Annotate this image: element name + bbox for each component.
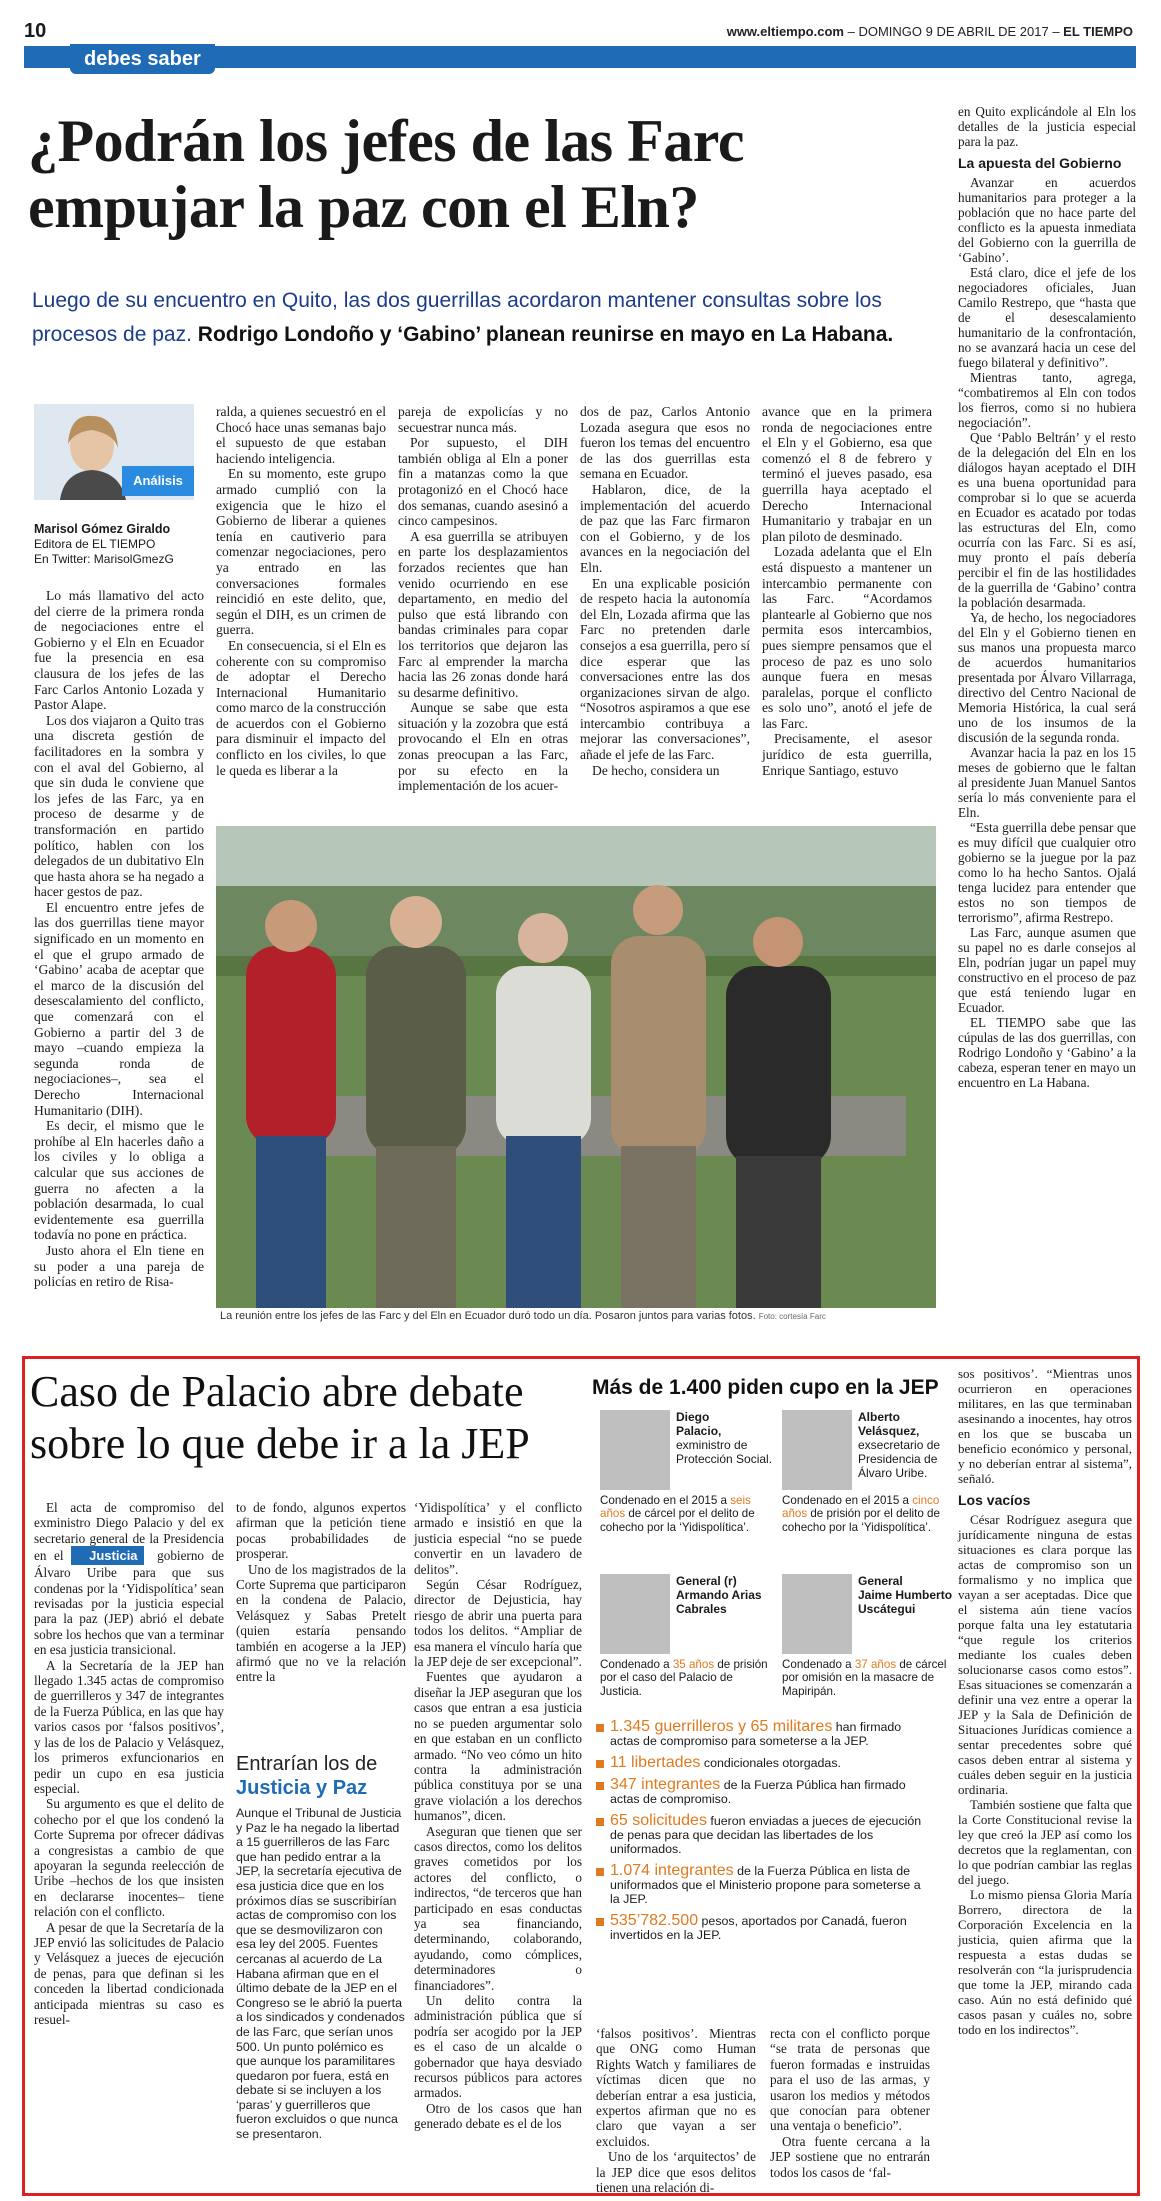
sidebox-title-bold: Justicia y Paz xyxy=(236,1777,368,1799)
person-role: exministro de Protección Social. xyxy=(676,1438,773,1466)
article2-column-5 xyxy=(770,2026,930,2180)
person-sentence xyxy=(600,1654,775,1698)
sentence-highlight: 35 años xyxy=(672,1658,715,1671)
paragraph: Hablaron, dice, de la implementación del acuerdo de paz que las Farc firmaron con el Gobierno, y de los avances en la negociación del Eln. xyxy=(580,481,750,575)
portrait-icon xyxy=(782,1574,852,1654)
paragraph: “Esta guerrilla debe pensar que es muy difícil que cualquier otro gobierno se la juegue por la paz como lo ha hecho Santos. Ojalá tenga lucidez para entender que estos no son tiempos de terrorismo”, afirma Restrepo. xyxy=(958,820,1136,925)
author-role: Editora de EL TIEMPO xyxy=(34,537,156,551)
photo-credit: Foto: cortesía Farc xyxy=(758,1312,826,1321)
bullet-square-icon xyxy=(596,1818,604,1826)
stat-text: fueron enviadas a jueces de ejecución de penas para que decidan las libertades de los uniformados. xyxy=(610,1814,922,1856)
jep-stats xyxy=(596,1720,926,1950)
headline: ¿Podrán los jefes de las Farc empujar la paz con el Eln? xyxy=(28,108,744,240)
paragraph: Lo mismo piensa Gloria María Borrero, directora de la Corporación Excelencia en la justicia, quien afirma que la respuesta a estas dudas se resolverán con “la jurisprudencia que tome la JEP, mirando cada caso. Aún no está definido qué casos pasan y cuáles no, sobre todo en los indirectos”. xyxy=(958,1887,1132,2037)
sentence-text: de cárcel por el delito de cohecho por la ‘Yidispolítica’. xyxy=(600,1507,755,1534)
article1-column-6 xyxy=(958,104,1136,1090)
stat-row xyxy=(596,1914,926,1942)
paragraph: Justo ahora el Eln tiene en su poder a una pareja de policías en retiro de Risa- xyxy=(34,1242,204,1290)
stat-text: de la Fuerza Pública en lista de uniformados que el Ministerio propone para someterse a la JEP. xyxy=(610,1864,921,1906)
paragraph: César Rodríguez asegura que jurídicamente ninguna de estas situaciones es clara porque las actas de compromiso son un formalismo y no implica que vayan a ser aceptadas. Dice que el sistema aún tiene vacíos porque falta una ley estatutaria “que regule los criterios mediante los cuales deben solucionarse casos como estos”. Esas situaciones se comenzarán a definir una vez entre a operar la JEP y la Sala de Definición de Situaciones Jurídicas comience a sentar precedentes sobre qué casos deben entrar al sistema y cuáles deben seguir en la justicia ordinaria. xyxy=(958,1512,1132,1797)
person-sentence xyxy=(782,1490,957,1534)
paragraph: Un delito contra la administración pública que sí podría ser acogido por la JEP es el caso de un alcalde o gobernador que haya desviado recursos públicos para actores armados. xyxy=(414,1993,582,2101)
stat-text: condicionales otorgadas. xyxy=(700,1756,841,1770)
paragraph: A pesar de que la Secretaría de la JEP envió las solicitudes de Palacio y Velásquez a jueces de ejecución de penas, para que definan si les conceden la libertad condicionada anticipada mientras su caso es resuel- xyxy=(34,1919,224,2027)
paragraph: ralda, a quienes secuestró en el Chocó hace unas semanas bajo el supuesto de que estaban haciendo inteligencia. xyxy=(216,404,386,466)
paragraph: to de fondo, algunos expertos afirman que la petición tiene pocas probabilidades de prosperar. xyxy=(236,1500,406,1562)
paragraph: en Quito explicándole al Eln los detalles de la justicia especial para la paz. xyxy=(958,104,1136,149)
issue-date: DOMINGO 9 DE ABRIL DE 2017 xyxy=(858,24,1049,39)
bullet-square-icon xyxy=(596,1782,604,1790)
paragraph: Precisamente, el asesor jurídico de esta guerrilla, Enrique Santiago, estuvo xyxy=(762,731,932,778)
author-block xyxy=(34,522,204,567)
article2-column-2 xyxy=(236,1500,406,1685)
paragraph: A esa guerrilla se atribuyen en parte los desplazamientos forzados recientes que han venido ocurriendo en ese departamento, en medio del pulso que está librando con bandas criminales para copar los territorios que dejaron las Farc al emprender la marcha hacia las 26 zonas donde hará su desarme definitivo. xyxy=(398,528,568,700)
paragraph: Aseguran que tienen que ser casos directos, como los delitos graves cometidos por los actores del conflicto, o indirectos, “de terceros que han participado en esas conductas ya sea financiando, determinando, colaborando, ayudando, como cómplices, determinadores o financiadores”. xyxy=(414,1823,582,1993)
headline-2: Caso de Palacio abre debate sobre lo que debe ir a la JEP xyxy=(30,1367,530,1468)
person-surname: Armando Arias Cabrales xyxy=(676,1588,762,1616)
sentence-text: de cárcel por omisión en la masacre de Mapiripán. xyxy=(782,1658,947,1698)
person-role: exsecretario de Presidencia de Álvaro Uribe. xyxy=(858,1438,941,1480)
article2-column-1 xyxy=(34,1500,224,2027)
paragraph: También sostiene que falta que la Corte Constitucional revise la ley que creó la JEP así como los decretos que la reglamentan, con lo que podrían cambiar las reglas del juego. xyxy=(958,1797,1132,1887)
article1-column-2 xyxy=(216,404,386,778)
paragraph: dos de paz, Carlos Antonio Lozada asegura que esos no fueron los temas del encuentro de las dos guerrillas esta semana en Ecuador. xyxy=(580,404,750,482)
sentence-text: de prisión por el caso del Palacio de Justicia. xyxy=(600,1658,768,1698)
paragraph: Lo más llamativo del acto del cierre de la primera ronda de negociaciones entre el Gobierno y el Eln en Ecuador fue la presencia en esa clausura de los jefes de las Farc Carlos Antonio Lozada y Pastor Alape. xyxy=(34,588,204,713)
person-surname: Velásquez, xyxy=(858,1424,920,1438)
paragraph: Fuentes que ayudaron a diseñar la JEP aseguran que los casos que entran a esa justicia no se pueden argumentar solo en que estaban en un conflicto armado. “No veo cómo un hito contra la administración pública constituya por se una grave violación a los derechos humanos”, dicen. xyxy=(414,1669,582,1824)
paragraph: Ya, de hecho, los negociadores del Eln y el Gobierno tienen en sus manos una propuesta marco de acuerdos humanitarios presentada por Álvaro Villarraga, directivo del Centro Nacional de Memoria Histórica, la cual será uno de los insumos de la discusión de la segunda ronda. xyxy=(958,610,1136,745)
paragraph: Por supuesto, el DIH también obliga al Eln a poner fin a matanzas como la que protagonizó en el Chocó hace dos semanas, cuando asesinó a cinco campesinos. xyxy=(398,435,568,529)
paragraph xyxy=(34,1500,224,1658)
paragraph: A la Secretaría de la JEP han llegado 1.345 actas de compromiso de guerrilleros y 347 de integrantes de la Fuerza Pública, en las que hay varios casos por ‘falsos positivos’, y las de los de Palacio y Velásquez, los primeros exfuncionarios en pedir un cupo en esa justicia especial. xyxy=(34,1657,224,1796)
sentence-text: Condenado en el 2015 a xyxy=(600,1494,731,1507)
paragraph: Uno de los magistrados de la Corte Suprema que participaron en la condena de Palacio, Velásquez y Sabas Pretelt (quien estaría pensando también en acogerse a la JEP) afirmó que no ve la relación entre la xyxy=(236,1561,406,1685)
paper-name: EL TIEMPO xyxy=(1063,24,1133,39)
person-surname: Jaime Humberto Uscátegui xyxy=(858,1588,953,1616)
paragraph: De hecho, considera un xyxy=(592,762,720,778)
article1-column-4 xyxy=(580,404,750,778)
paragraph: sos positivos’. “Mientras unos ocurrieron en operaciones militares, en las que terminaban asesinando a inocentes, hay otros en los que se buscaba un beneficio económico y personal, y no deberían entrar al sistema”, señaló. xyxy=(958,1366,1132,1486)
paragraph: Uno de los ‘arquitectos’ de la JEP dice que esos delitos tienen una relación di- xyxy=(596,2149,756,2196)
bullet-square-icon xyxy=(596,1760,604,1768)
person-card xyxy=(782,1574,957,1698)
subheading: Los vacíos xyxy=(958,1492,1031,1508)
article2-column-6 xyxy=(958,1366,1132,2037)
stat-row xyxy=(596,1864,926,1906)
stat-text: pesos, aportados por Canadá, fueron invertidos en la JEP. xyxy=(610,1914,907,1942)
article1-column-5 xyxy=(762,404,932,778)
sentence-text: Condenado a xyxy=(782,1658,855,1671)
article2-column-3 xyxy=(414,1500,582,2132)
paragraph: Según César Rodríguez, director de Dejusticia, hay riesgo de abrir una puerta para todos los delitos. “Ampliar de esa manera el vínculo haría que la JEP deje de ser excepcional”. xyxy=(414,1577,582,1670)
paragraph: En consecuencia, si el Eln es coherente con su compromiso de adoptar el Derecho Internacional Humanitario como marco de la construcción de acuerdos con el Gobierno para disminuir el impacto del conflicto en los civiles, lo que le queda es liberar a la xyxy=(216,637,386,778)
paragraph: ‘Yidispolítica’ y el conflicto armado e insistió en que la justicia especial “no se puede convertir en un lavadero de delitos”. xyxy=(414,1500,582,1577)
stat-row xyxy=(596,1720,926,1748)
photo-caption xyxy=(216,1308,936,1324)
paragraph: avance que en la primera ronda de negociaciones entre el Eln y el Gobierno, esa que comenzó el 8 de febrero y terminó el jueves pasado, esa guerrilla haya aceptado el Derecho Internacional Humanitario y trabajar en un plan piloto de desminado. xyxy=(762,404,932,544)
person-card xyxy=(600,1410,775,1534)
group-photo-illustration xyxy=(216,826,936,1324)
stat-row xyxy=(596,1814,926,1856)
page-number: 10 xyxy=(24,20,47,42)
justicia-paz-sidebox xyxy=(236,1752,406,2142)
person-card xyxy=(782,1410,957,1534)
dek-bold: Rodrigo Londoño y ‘Gabino’ planean reunirse en mayo en La Habana. xyxy=(197,323,894,346)
paragraph: Las Farc, aunque asumen que su papel no es darle consejos al Eln, podrían jugar un papel muy constructivo en el proceso de paz que está teniendo lugar en Ecuador. xyxy=(958,925,1136,1015)
stat-row xyxy=(596,1778,926,1806)
stat-text: han firmado actas de compromiso para someterse a la JEP. xyxy=(610,1720,902,1748)
paragraph: Está claro, dice el jefe de los negociadores oficiales, Juan Camilo Restrepo, que “hasta que de el desescalamiento humanitario de la confrontación, no se avanzará hacia un cese del fuego bilateral y definitivo”. xyxy=(958,265,1136,370)
paragraph-continuation: gobierno de Álvaro Uribe para que sus condenas por la ‘Yidispolítica’ sean revisadas por la justicia especial para la paz (JEP) abrió el debate sobre los hechos que van a terminar en esa justicia transicional. xyxy=(34,1548,225,1658)
paragraph: Es decir, el mismo que le prohíbe al Eln hacerles daño a los civiles y lo obliga a calcular que sus acciones de guerra no afecten a la población desarmada, lo cual evidentemente esa guerrilla todavía no pone en práctica. xyxy=(34,1118,204,1243)
bullet-square-icon xyxy=(596,1918,604,1926)
person-name: Alberto xyxy=(858,1410,900,1424)
analysis-tag: Análisis xyxy=(122,466,194,496)
sentence-highlight: seis años xyxy=(600,1494,751,1521)
paragraph: Mientras tanto, agrega, “combatiremos al Eln con todos los fierros, como si no hubiera negociación”. xyxy=(958,370,1136,430)
stat-value: 11 libertades xyxy=(610,1754,701,1771)
paragraph: EL TIEMPO sabe que las cúpulas de las dos guerrillas, con Rodrigo Londoño y ‘Gabino’ a la cabeza, esperan tener en mayo un encuentro en La Habana. xyxy=(958,1015,1136,1090)
dek xyxy=(32,284,932,352)
paragraph: Lozada adelanta que el Eln está dispuesto a mantener un intercambio permanente con las Farc. “Acordamos plantearle al Gobierno que nos permita esos intercambios, pues siempre pensamos que el proceso de paz es uno solo aunque fuera en mesas paralelas, porque el conflicto es solo uno”, anotó el jefe de las Farc. xyxy=(762,544,932,731)
stat-value: 65 solicitudes xyxy=(610,1812,707,1829)
sentence-text: de prisión por el delito de cohecho por la ‘Yidispolítica’. xyxy=(782,1507,940,1534)
bullet-square-icon xyxy=(596,1868,604,1876)
sidebox-text: Aunque el Tribunal de Justicia y Paz le ha negado la libertad a 15 guerrilleros de las Farc que han pedido entrar a la JEP, la secretaría ejecutiva de esa justicia dice que en los próximos días se suscribirían actas de compromiso con los que se desmovilizaron con esa ley del 2005. Fuentes cercanas al acuerdo de La Habana afirman que en el último debate de la JEP en el Congreso se le abrió la puerta a los sindicados y condenados de las Farc, que serían unos 500. Un punto polémico es que aunque los paramilitares quedaron por fuera, está en debate si se incluyen a los ‘paras’ y guerrilleros que fueron excluidos o que nunca se presentaron. xyxy=(236,1806,405,2142)
sentence-text: Condenado a xyxy=(600,1658,673,1671)
masthead-line: www.eltiempo.com – DOMINGO 9 DE ABRIL DE 2017 – EL TIEMPO xyxy=(726,24,1133,39)
sentence-text: Condenado en el 2015 a xyxy=(782,1494,913,1507)
portrait-icon xyxy=(600,1574,670,1654)
stat-value: 347 integrantes xyxy=(610,1776,721,1793)
paragraph: Los dos viajaron a Quito tras una discreta gestión de facilitadores en la sombra y con el aval del Gobierno, al que sin duda le conviene que los jefes de las Farc, ya en proceso de desarme y de transformación en partido político, hablen con los delegados de un dubitativo Eln que hasta ahora se ha negado a hacer gestos de paz. xyxy=(34,712,204,900)
subheading: La apuesta del Gobierno xyxy=(958,155,1122,171)
paragraph: recta con el conflicto porque “se trata de personas que fueron formadas e instruidas para el uso de las armas, y usaron los medios y métodos que conocían para obtener una ventaja o beneficio”. xyxy=(770,2026,930,2134)
author-name: Marisol Gómez Giraldo xyxy=(34,522,171,536)
stat-value: 535’782.500 xyxy=(610,1912,699,1929)
paragraph: Avanzar en acuerdos humanitarios para proteger a la población que no hace parte del conflicto es la apuesta inmediata del Gobierno con la guerrilla de ‘Gabino’. xyxy=(958,175,1136,265)
person-name: General (r) xyxy=(676,1574,737,1588)
sidebox-title-plain: Entrarían los de xyxy=(236,1753,378,1775)
person-surname: Palacio, xyxy=(676,1424,722,1438)
stat-text: de la Fuerza Pública han firmado actas de compromiso. xyxy=(610,1778,906,1806)
article1-column-3 xyxy=(398,404,568,794)
paragraph: El encuentro entre jefes de las dos guerrillas tiene mayor significado en un momento en el que el grupo armado de ‘Gabino’ acaba de aceptar que el marco de la discusión del desescalamiento del conflicto, que comenzará con el Gobierno a partir del 3 de mayo –cuando empieza la segunda ronda de negociaciones–, sea el Derecho Internacional Humanitario (DIH). xyxy=(34,899,204,1118)
paragraph: Otro de los casos que han generado debate es el de los xyxy=(414,2100,582,2132)
author-twitter: En Twitter: MarisolGmezG xyxy=(34,552,174,566)
site-url: www.eltiempo.com xyxy=(726,24,844,39)
section-tag: debes saber xyxy=(70,44,215,74)
portrait-icon xyxy=(600,1410,670,1490)
bullet-square-icon xyxy=(596,1724,604,1732)
person-name: Diego xyxy=(676,1410,710,1424)
kicker-tag: Justicia xyxy=(71,1546,143,1565)
paragraph: Su argumento es que el delito de cohecho por el que los condenó la Corte Suprema por ofrecer dádivas a congresistas a cambio de que apoyaran la segunda reelección de Uribe –hechos de los que insisten en declararse inocentes– tiene relación con el conflicto. xyxy=(34,1796,224,1920)
paragraph: Otra fuente cercana a la JEP sostiene que no entrarán todos los casos de ‘fal- xyxy=(770,2133,930,2180)
article2-column-4 xyxy=(596,2026,756,2195)
group-photo xyxy=(216,826,936,1324)
article1-column-1 xyxy=(34,588,204,1290)
person-card xyxy=(600,1574,775,1698)
paragraph: Aunque se sabe que esta situación y la zozobra que está provocando el Eln en otras zonas preocupan a las Farc, por su efecto en la implementación de los acuer- xyxy=(398,700,568,794)
paragraph: pareja de expolicías y no secuestrar nunca más. xyxy=(398,404,568,435)
portrait-icon xyxy=(782,1410,852,1490)
paragraph: Que ‘Pablo Beltrán’ y el resto de la delegación del Eln en los diálogos hayan aceptado el DIH es una buena oportunidad para comprobar si lo que se acuerda en Ecuador es acatado por todas las estructuras del Eln, como ocurría con las Farc. Si es así, muy pronto el país debería percibir el fin de las hostilidades de la guerrilla de ‘Gabino’ contra la población desarmada. xyxy=(958,430,1136,610)
caption-text: La reunión entre los jefes de las Farc y del Eln en Ecuador duró todo un día. Posaron juntos para varias fotos. xyxy=(220,1310,756,1322)
sidebox-title xyxy=(236,1752,406,1800)
person-sentence xyxy=(782,1654,957,1698)
paragraph: En su momento, este grupo armado cumplió con la exigencia que le hizo el Gobierno de liberar a quienes tenía en cautiverio para comenzar negociaciones, pero ya entrado en las conversaciones formales reincidió en este delito, que, según el DIH, es un crimen de guerra. xyxy=(216,466,386,638)
paragraph: Avanzar hacia la paz en los 15 meses de gobierno que le faltan al presidente Juan Manuel Santos sería lo más conveniente para el Eln. xyxy=(958,745,1136,820)
dek-plain: Luego de su encuentro en Quito, las dos guerrillas acordaron mantener consultas sobre los procesos de paz. xyxy=(32,289,882,346)
person-name: General xyxy=(858,1574,903,1588)
paragraph: ‘falsos positivos’. Mientras que ONG como Human Rights Watch y familiares de víctimas dicen que no deberían entrar a esa justicia, expertos afirman que no es claro que vayan a ser excluidos. xyxy=(596,2026,756,2149)
jep-infographic-title: Más de 1.400 piden cupo en la JEP xyxy=(592,1376,939,1399)
paragraph: En una explicable posición de respeto hacia la autonomía del Eln, Lozada afirma que las Farc no pretenden darle consejos a esa guerrilla, pero sí dice esperar que las conversaciones entre las dos organizaciones sirvan de algo. “Nosotros aspiramos a que ese intercambio contribuya a mejorar las conversaciones”, añade el jefe de las Farc. xyxy=(580,575,750,763)
paragraph-intro: El acta de compromiso del exministro Diego Palacio y del ex secretario general de la Presidencia en el xyxy=(34,1500,224,1564)
stat-value: 1.345 guerrilleros xyxy=(610,1718,734,1735)
stat-value: 1.074 integrantes xyxy=(610,1862,734,1879)
stat-join: y xyxy=(733,1718,751,1735)
stat-row xyxy=(596,1756,926,1770)
person-sentence xyxy=(600,1490,775,1534)
sentence-highlight: 37 años xyxy=(854,1658,897,1671)
stat-value: 65 militares xyxy=(750,1718,833,1735)
sentence-highlight: cinco años xyxy=(782,1494,940,1521)
